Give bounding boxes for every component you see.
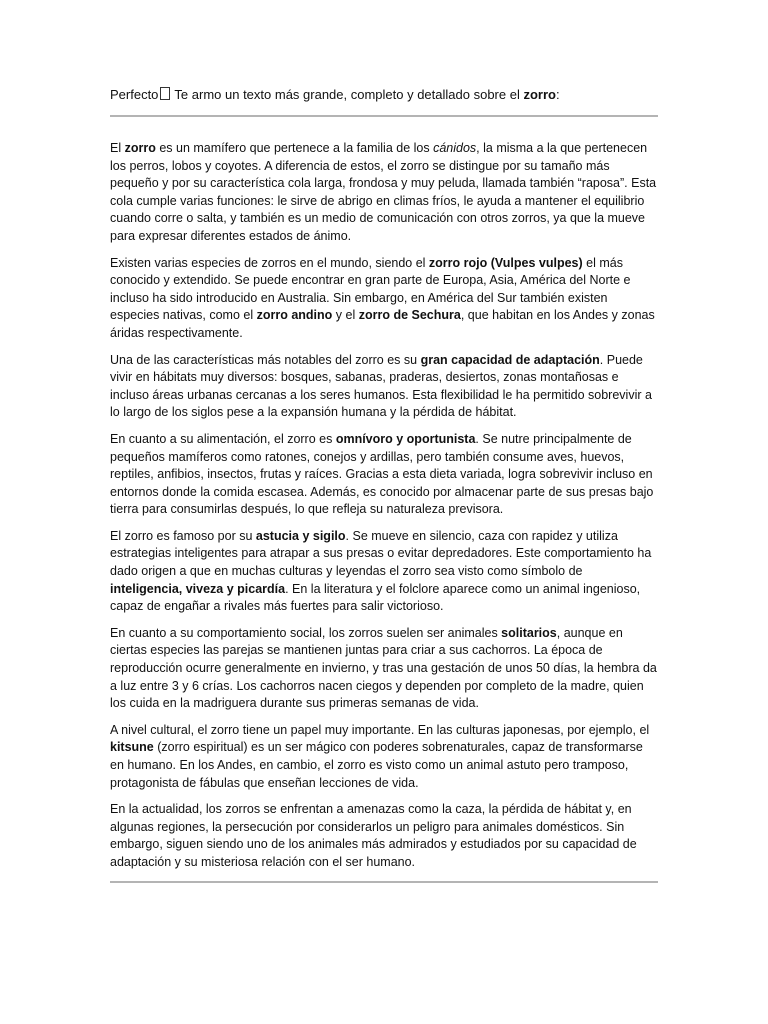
- paragraph-text: . Se nutre principalmente de pequeños mamíferos como ratones, conejos y ardillas, pero también consume aves, huevos, reptiles, anfibios, insectos, frutas y raíces. Gracias a esta dieta variada, logra sobrevivir incluso en entornos donde la comida escasea. Además, es conocido por almacenar parte de sus presas bajo tierra para consumirlas después, lo que refleja su naturaleza previsora.: [110, 431, 654, 517]
- bold-text: omnívoro y oportunista: [335, 431, 476, 446]
- article-paragraphs: [110, 140, 658, 872]
- paragraph-text: Una de las características más notables del zorro es su: [110, 352, 421, 367]
- paragraph: [110, 255, 658, 343]
- paragraph: [110, 625, 658, 713]
- bold-text: gran capacidad de adaptación: [420, 352, 600, 367]
- missing-glyph-icon: [160, 87, 170, 100]
- bold-text: zorro de Sechura: [358, 308, 461, 323]
- paragraph-text: , la misma a la que pertenecen los perros, lobos y coyotes. A diferencia de estos, el zorro se distingue por su tamaño más pequeño y por su característica cola larga, frondosa y muy peluda, llamada también “raposa”. Esta cola cumple varias funciones: le sirve de abrigo en climas fríos, le ayuda a mantener el equilibrio cuando corre o salta, y también es un medio de comunicación con otros zorros, ya que la mueve para expresar diferentes estados de ánimo.: [110, 141, 657, 243]
- horizontal-rule-bottom: [110, 881, 658, 883]
- paragraph: [110, 801, 658, 871]
- paragraph-text: El zorro es famoso por su: [110, 528, 256, 543]
- paragraph: [110, 431, 658, 519]
- paragraph: [110, 140, 658, 246]
- bold-text: inteligencia, viveza y picardía: [110, 581, 286, 596]
- paragraph-text: , aunque en ciertas especies las parejas se mantienen juntas para criar a sus cachorros. La época de reproducción ocurre generalmente en invierno, y tras una gestación de unos 50 días, la hembra da a luz entre 3 y 6 crías. Los cachorros nacen ciegos y dependen por completo de la madre, quien los cuida en la madriguera durante sus primeras semanas de vida.: [110, 625, 657, 711]
- document-body: [110, 86, 658, 883]
- bold-text: zorro andino: [256, 308, 333, 323]
- paragraph-text: el más conocido y extendido. Se puede encontrar en gran parte de Europa, Asia, América del Norte e incluso ha sido introducido en Australia. Sin embargo, en América del Sur también existen especies nativas, como el: [110, 255, 631, 323]
- bold-text: zorro rojo (Vulpes vulpes): [428, 255, 583, 270]
- intro-line: [110, 86, 658, 104]
- paragraph-text: . Se mueve en silencio, caza con rapidez y utiliza estrategias inteligentes para atrapar a sus presas o evitar depredadores. Este comportamiento ha dado origen a que en muchas culturas y leyendas el zorro sea visto como símbolo de: [110, 528, 652, 579]
- paragraph-text: , que habitan en los Andes y zonas áridas respectivamente.: [110, 308, 655, 340]
- paragraph-text: En la actualidad, los zorros se enfrentan a amenazas como la caza, la pérdida de hábitat y, en algunas regiones, la persecución por considerarlos un peligro para animales domésticos. Sin embargo, siguen siendo uno de los animales más admirados y estudiados por su capacidad de adaptación y su misteriosa relación con el ser humano.: [110, 802, 637, 869]
- paragraph-text: En cuanto a su comportamiento social, los zorros suelen ser animales: [110, 625, 502, 640]
- bold-text: solitarios: [501, 625, 557, 640]
- paragraph: [110, 528, 658, 616]
- italic-text: cánidos: [433, 141, 477, 155]
- paragraph: [110, 722, 658, 792]
- intro-suffix: :: [555, 87, 560, 102]
- paragraph-text: . En la literatura y el folclore aparece como un animal ingenioso, capaz de engañar a rivales más fuertes para salir victorioso.: [110, 581, 641, 614]
- paragraph-text: En cuanto a su alimentación, el zorro es: [110, 431, 336, 446]
- paragraph-text: . Puede vivir en hábitats muy diversos: bosques, sabanas, praderas, desiertos, zonas montañosas e incluso áreas urbanas cercanas a los seres humanos. Esta flexibilidad le ha permitido sobrevivir a lo largo de los siglos pese a la expansión humana y la pérdida de hábitat.: [110, 352, 652, 420]
- bold-text: zorro: [124, 141, 156, 155]
- paragraph-text: Existen varias especies de zorros en el mundo, siendo el: [110, 255, 429, 270]
- paragraph-text: es un mamífero que pertenece a la familia de los: [155, 141, 434, 155]
- paragraph-text: El: [110, 141, 125, 155]
- intro-prefix: Perfecto: [110, 87, 159, 102]
- paragraph: [110, 352, 658, 422]
- paragraph-text: y el: [332, 308, 359, 323]
- bold-text: astucia y sigilo: [255, 528, 346, 543]
- bold-text: kitsune: [110, 740, 154, 755]
- intro-text: Te armo un texto más grande, completo y detallado sobre el: [174, 87, 524, 102]
- paragraph-text: (zorro espiritual) es un ser mágico con poderes sobrenaturales, capaz de transformarse en humano. En los Andes, en cambio, el zorro es visto como un animal astuto pero tramposo, protagonista de fábulas que enseñan lecciones de vida.: [110, 740, 643, 790]
- intro-bold-word: zorro: [523, 87, 556, 102]
- paragraph-text: A nivel cultural, el zorro tiene un papel muy importante. En las culturas japonesas, por ejemplo, el: [110, 722, 650, 737]
- horizontal-rule-top: [110, 115, 658, 117]
